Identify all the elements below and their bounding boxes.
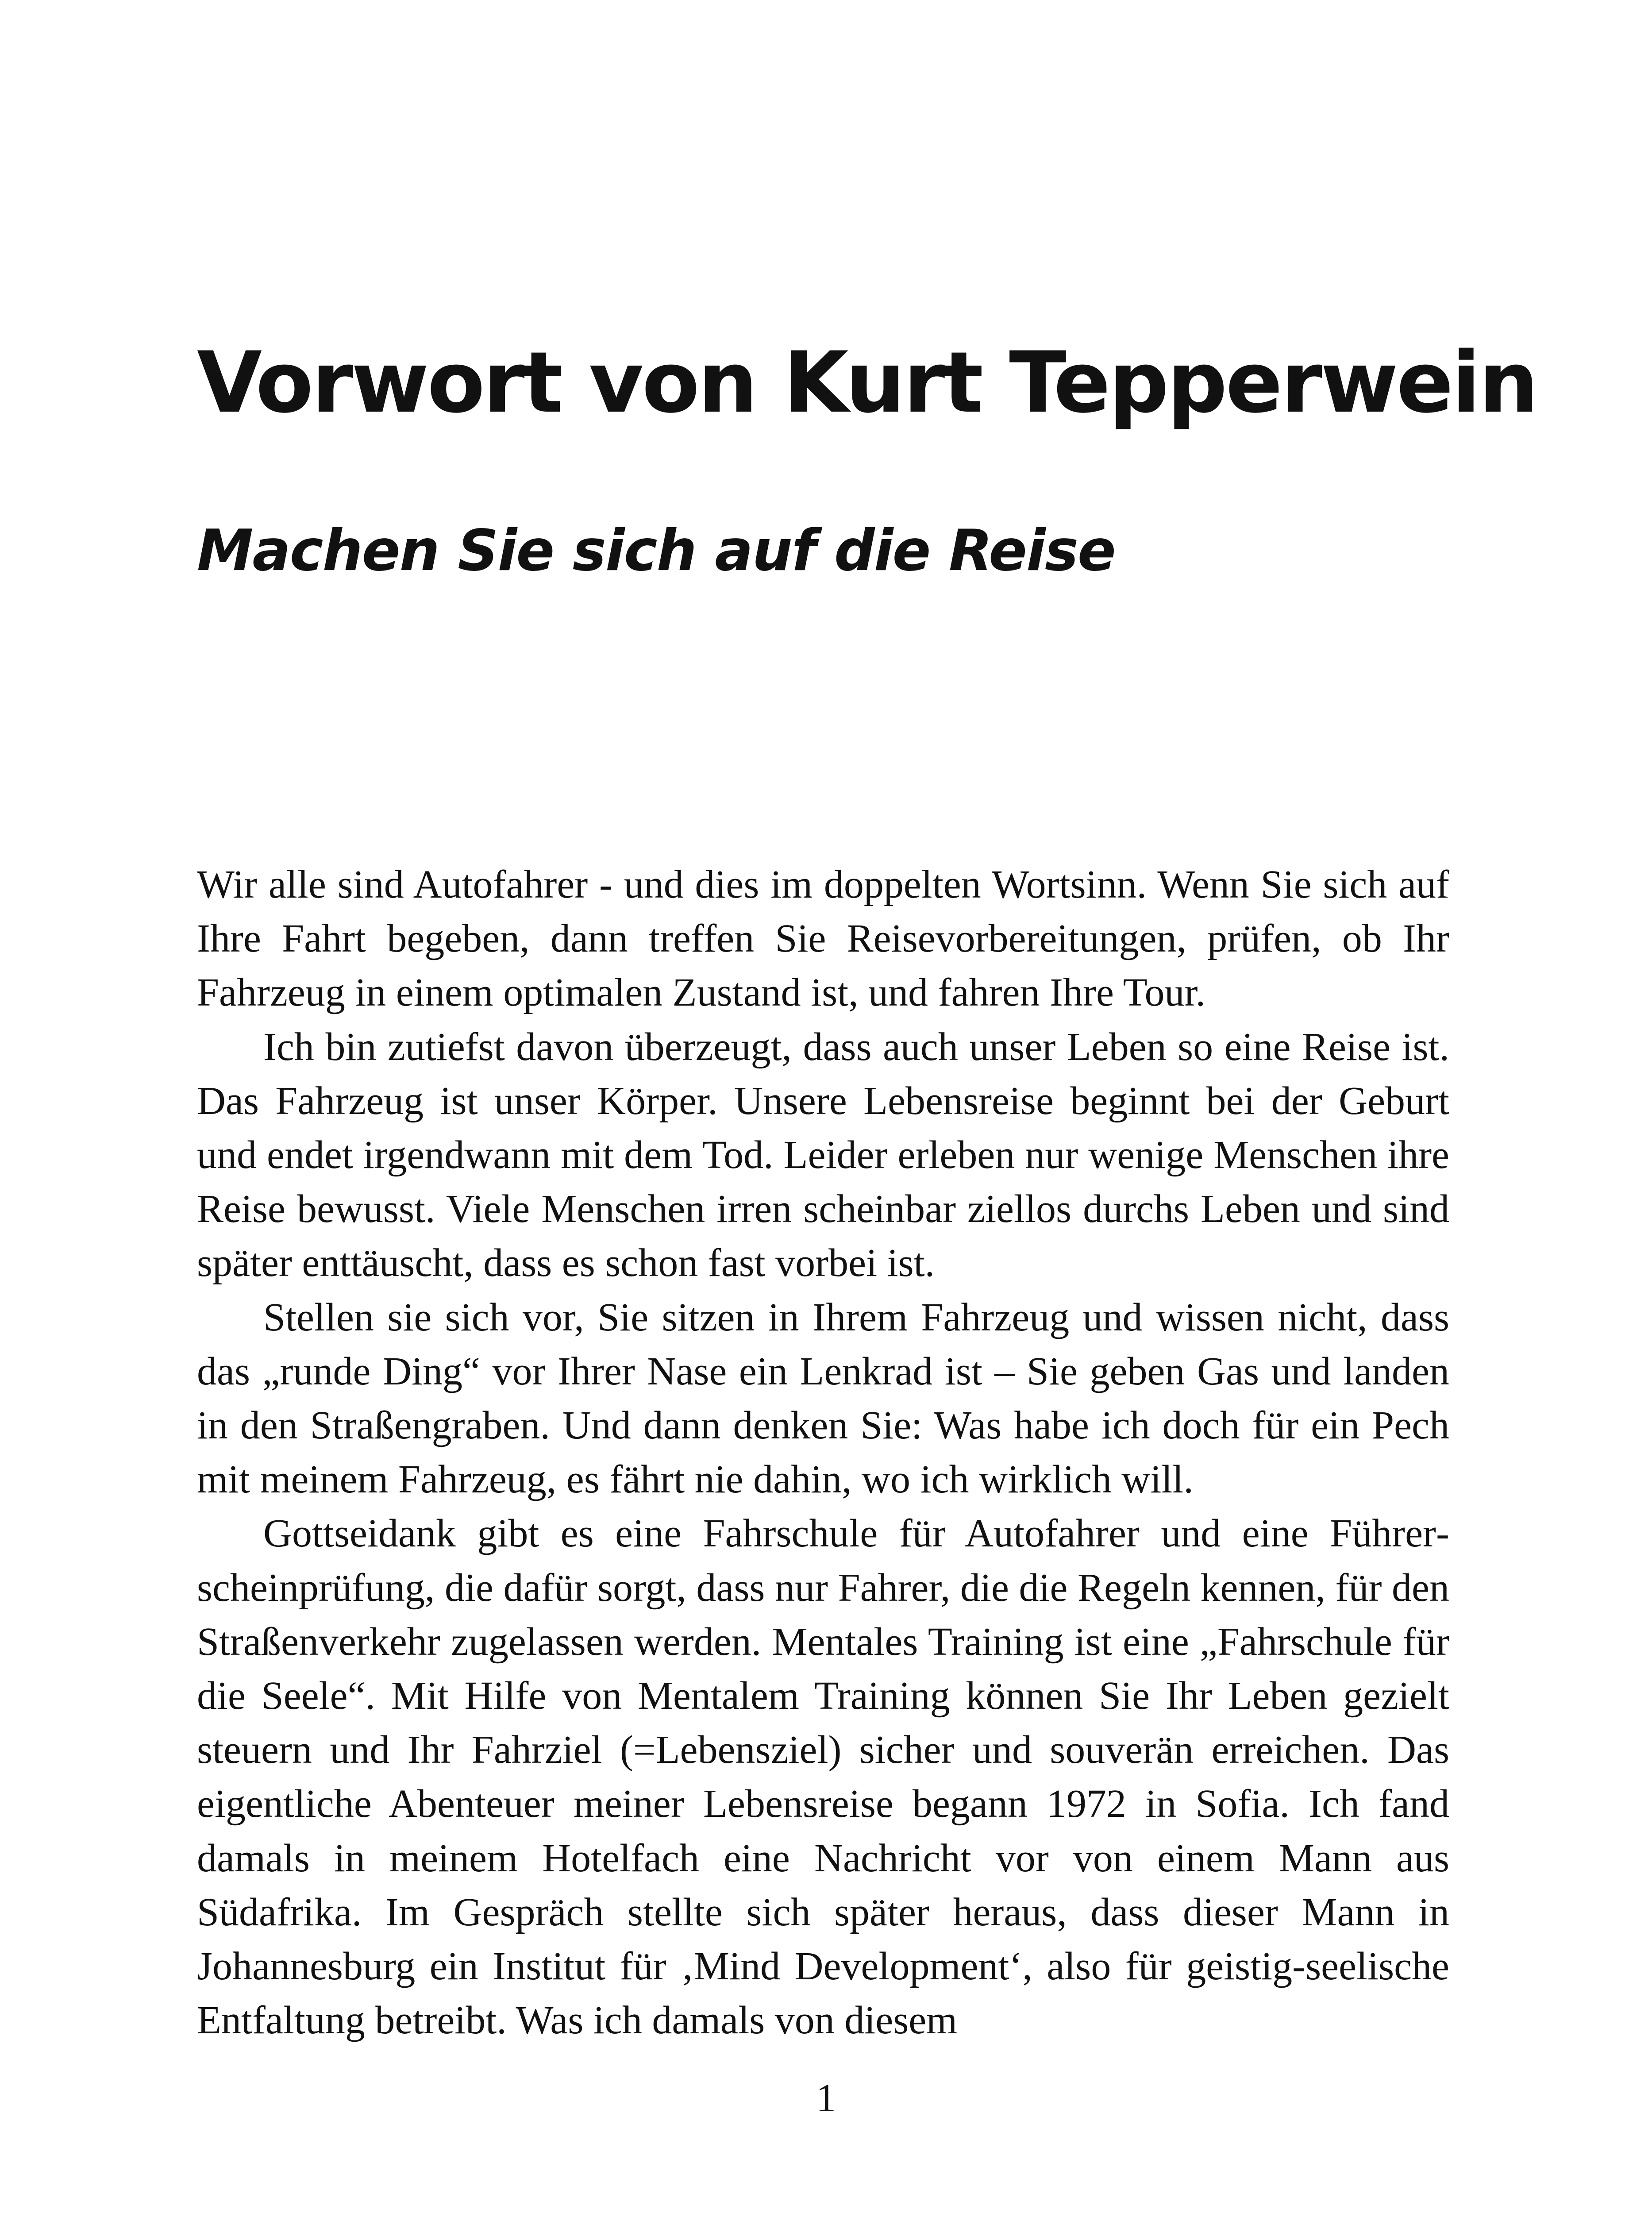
paragraph: Stellen sie sich vor, Sie sitzen in Ihrem Fahrzeug und wissen nicht, dass das „runde Ding“ vor Ihrer Nase ein Lenkrad ist – Sie geben Gas und landen in den Straßengraben. Und dann denken Sie: Was habe ich doch für ein Pech mit meinem Fahrzeug, es fährt nie dahin, wo ich wirklich will. bbox=[197, 1295, 1449, 1502]
paragraph: Ich bin zutiefst davon überzeugt, dass auch unser Leben so eine Reise ist. Das Fahrzeug ist unser Körper. Unsere Lebensreise beginnt bei der Geburt und endet irgendwann mit dem Tod. Leider erleben nur wenige Menschen ihre Reise bewusst. Viele Menschen irren scheinbar ziellos durchs Leben und sind später enttäuscht, dass es schon fast vorbei ist. bbox=[197, 1025, 1449, 1285]
page-number: 1 bbox=[816, 2076, 836, 2120]
paragraph: Gottseidank gibt es eine Fahrschule für Autofahrer und eine Führerscheinprüfung, die dafür sorgt, dass nur Fahrer, die die Regeln kennen, für den Straßenverkehr zugelassen werden. Mentales Training ist eine „Fahrschule für die Seele“. Mit Hilfe von Mentalem Training können Sie Ihr Leben gezielt steuern und Ihr Fahrziel (=Lebensziel) sicher und souverän erreichen. Das eigentliche Abenteuer meiner Lebensreise begann 1972 in Sofia. Ich fand damals in meinem Hotelfach eine Nachricht vor von einem Mann aus Südafrika. Im Gespräch stellte sich später heraus, dass dieser Mann in Johannesburg ein Institut für ‚Mind Development‘, also für geistig-seelische Entfaltung betreibt. Was ich damals von diesem bbox=[197, 1511, 1449, 2043]
chapter-subtitle: Machen Sie sich auf die Reise bbox=[197, 518, 1115, 584]
body-text bbox=[197, 858, 1449, 2047]
paragraph: Wir alle sind Autofahrer - und dies im doppelten Wortsinn. Wenn Sie sich auf Ihre Fahrt begeben, dann treffen Sie Reisevorbereitungen, prüfen, ob Ihr Fahrzeug in einem optimalen Zustand ist, und fahren Ihre Tour. bbox=[197, 863, 1449, 1015]
chapter-title: Vorwort von Kurt Tepperwein bbox=[197, 334, 1537, 432]
